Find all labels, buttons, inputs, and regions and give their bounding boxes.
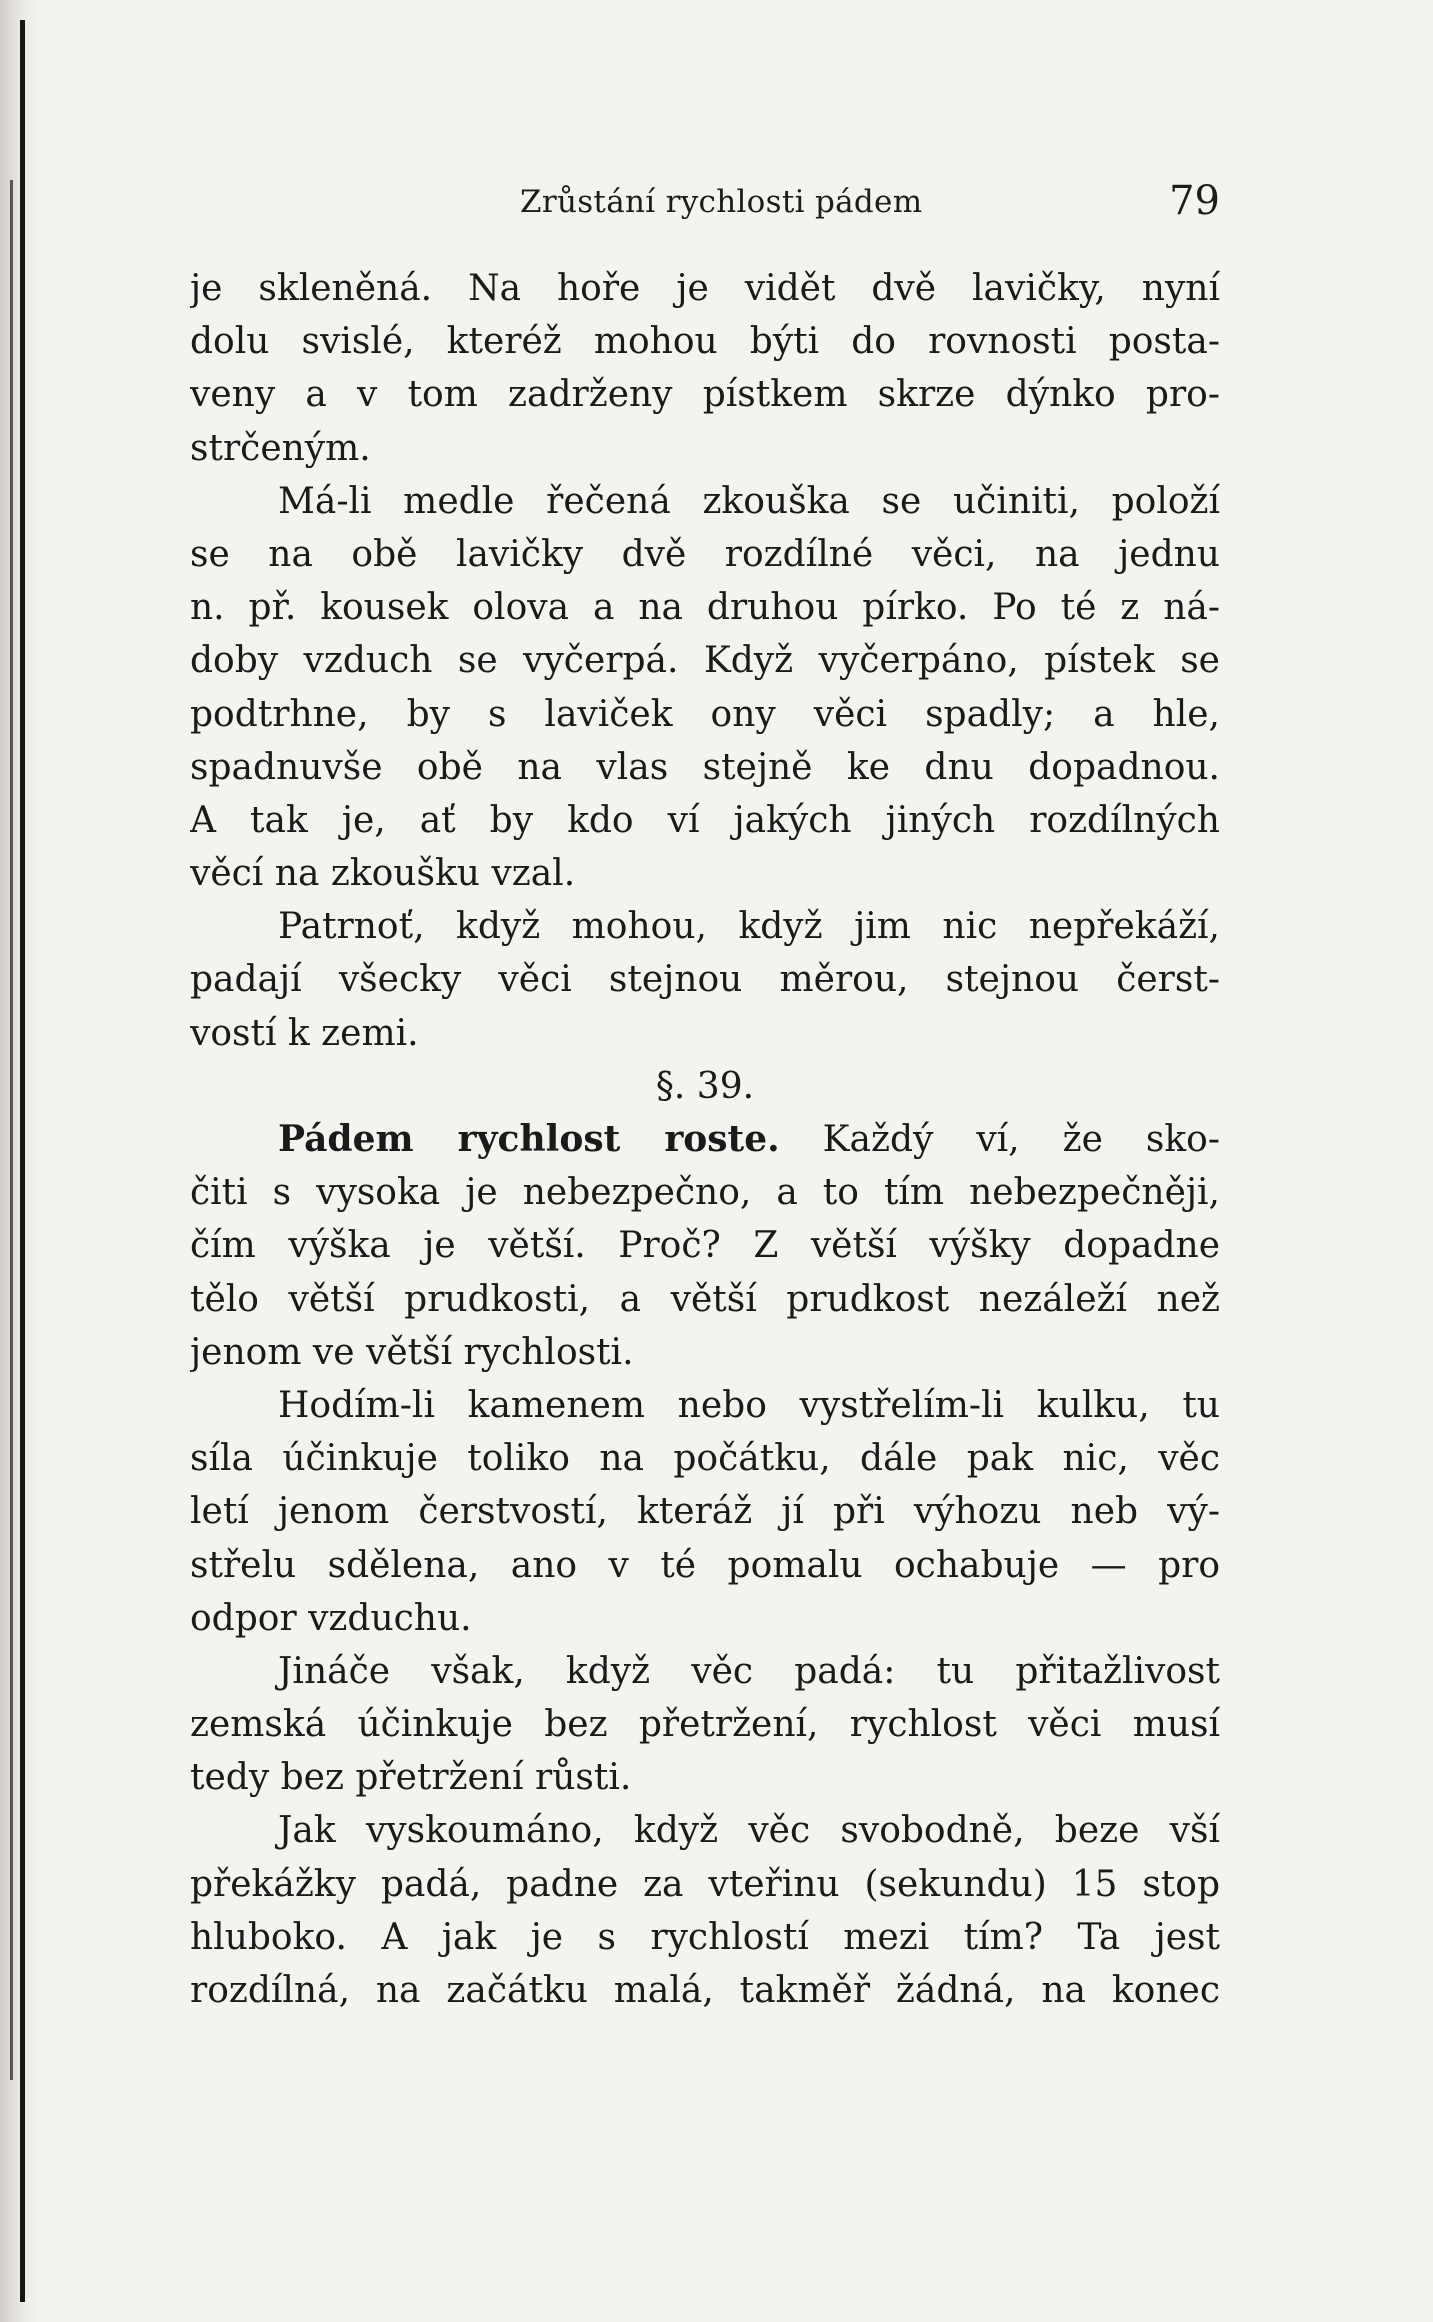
text-line: letí jenom čerstvostí, kteráž jí při výhozu neb vý-	[190, 1491, 1220, 1533]
paragraph-start-line: Patrnoť, když mohou, když jim nic nepřekáží,	[278, 906, 1220, 948]
text-line: jenom ve větší rychlosti.	[190, 1331, 634, 1373]
text-line: se na obě lavičky dvě rozdílné věci, na jednu	[190, 533, 1220, 575]
section-number: §. 39.	[655, 1065, 755, 1107]
section-heading: Pádem rychlost roste.	[278, 1118, 780, 1160]
text-line: padají všecky věci stejnou měrou, stejnou čerst-	[190, 959, 1220, 1001]
page-body-text	[190, 262, 1220, 2017]
text-line: zemská účinkuje bez přetržení, rychlost věci musí	[190, 1704, 1220, 1746]
text-line: čím výška je větší. Proč? Z větší výšky dopadne	[190, 1225, 1220, 1267]
text-line: podtrhne, by s laviček ony věci spadly; a hle,	[190, 693, 1220, 735]
text-line: odpor vzduchu.	[190, 1597, 472, 1639]
text-line: spadnuvše obě na vlas stejně ke dnu dopadnou.	[190, 746, 1220, 788]
page-header	[190, 178, 1220, 228]
text-line: je skleněná. Na hoře je vidět dvě lavičky, nyní	[190, 268, 1220, 309]
text-line: tedy bez přetržení růsti.	[190, 1757, 632, 1799]
paragraph-start-line: Jináče však, když věc padá: tu přitažlivost	[278, 1650, 1220, 1692]
page-binding-edge	[0, 0, 40, 2322]
text-line: vostí k zemi.	[190, 1012, 419, 1054]
page-number: 79	[1169, 178, 1220, 224]
paragraph-start-line: Má-li medle řečená zkouška se učiniti, položí	[278, 480, 1220, 522]
section-heading-line	[190, 1113, 1220, 1166]
text-line: rozdílná, na začátku malá, takměř žádná, na konec	[190, 1970, 1220, 2011]
paragraph-start-line: Jak vyskoumáno, když věc svobodně, beze vší	[278, 1810, 1220, 1852]
text-line: překážky padá, padne za vteřinu (sekundu) 15 stop	[190, 1863, 1220, 1905]
text-line: dolu svislé, kteréž mohou býti do rovnosti posta-	[190, 321, 1220, 363]
binding-line	[20, 20, 25, 2302]
paragraph-start-line: Hodím-li kamenem nebo vystřelím-li kulku, tu	[278, 1384, 1220, 1426]
section-heading-continuation: Každý ví, že sko-	[822, 1119, 1220, 1160]
running-title: Zrůstání rychlosti pádem	[520, 184, 923, 220]
text-line: síla účinkuje toliko na počátku, dále pak nic, věc	[190, 1438, 1220, 1480]
text-line: hluboko. A jak je s rychlostí mezi tím? Ta jest	[190, 1916, 1220, 1958]
text-line: střelu sdělena, ano v té pomalu ochabuje — pro	[190, 1544, 1220, 1586]
text-line: tělo větší prudkosti, a větší prudkost nezáleží než	[190, 1278, 1220, 1320]
text-line: A tak je, ať by kdo ví jakých jiných rozdílných	[190, 799, 1220, 841]
binding-shadow-line	[10, 180, 13, 2080]
text-line: čiti s vysoka je nebezpečno, a to tím nebezpečněji,	[190, 1172, 1220, 1214]
text-line: strčeným.	[190, 427, 371, 469]
text-line: věcí na zkoušku vzal.	[190, 853, 576, 895]
text-line: doby vzduch se vyčerpá. Když vyčerpáno, pístek se	[190, 640, 1220, 682]
text-line: n. př. kousek olova a na druhou pírko. Po té z ná-	[190, 587, 1220, 629]
text-line: veny a v tom zadrženy pístkem skrze dýnko pro-	[190, 374, 1220, 416]
